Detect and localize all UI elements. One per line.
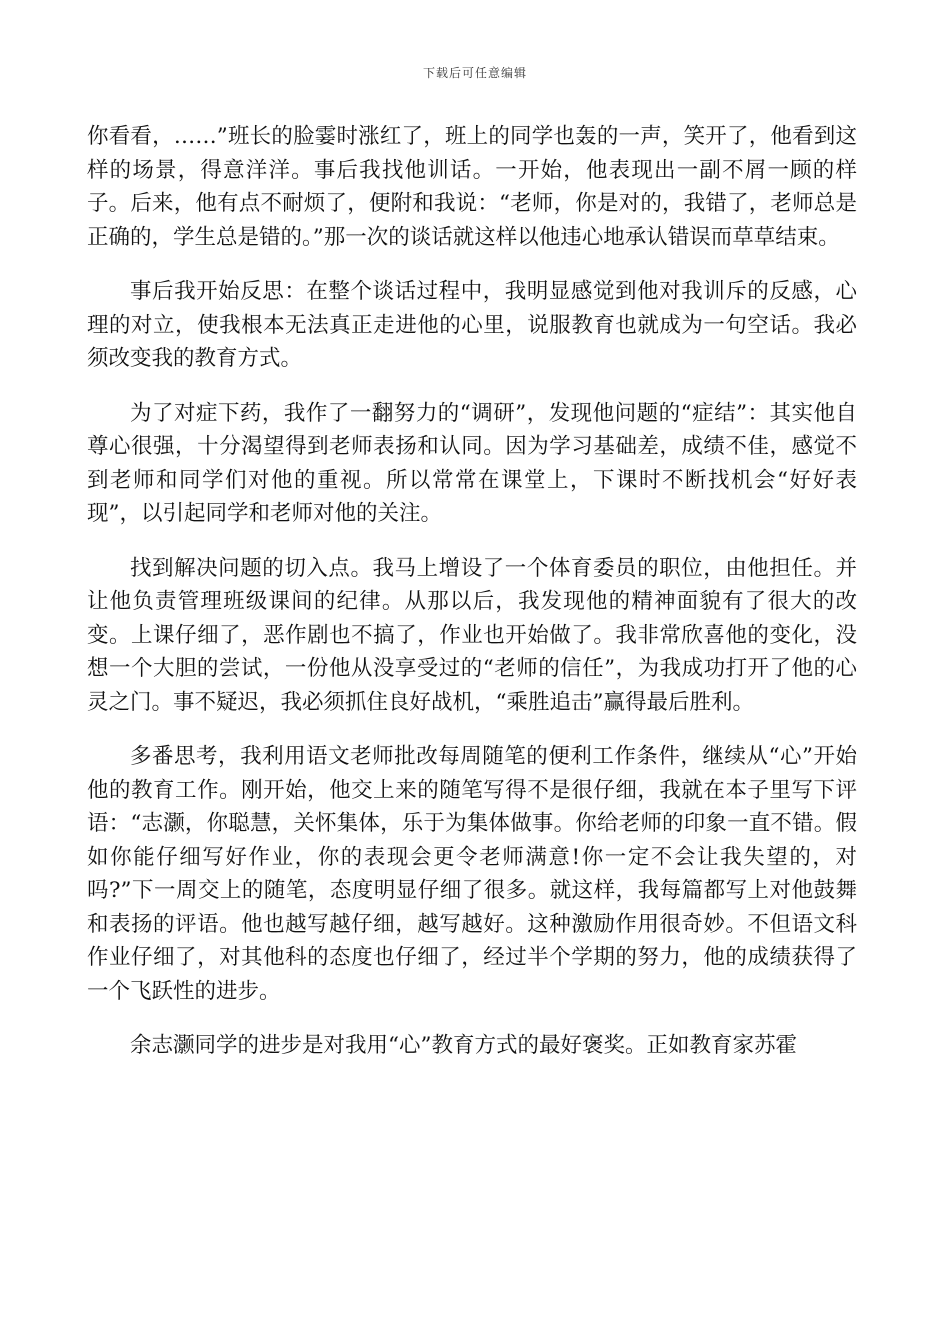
- document-body: [87, 120, 857, 1084]
- paragraph-6: 余志灏同学的进步是对我用“心”教育方式的最好褒奖。正如教育家苏霍: [130, 1033, 797, 1058]
- paragraph-3: 为了对症下药，我作了一翻努力的“调研”，发现他问题的“症结”：其实他自尊心很强，十分渴望得到老师表扬和认同。因为学习基础差，成绩不佳，感觉不到老师和同学们对他的重视。所以常常在课堂上，下课时不断找机会“好好表现”，以引起同学和老师对他的关注。: [87, 400, 857, 526]
- page-header: 下载后可任意编辑: [422, 66, 527, 80]
- paragraph-2: 事后我开始反思：在整个谈话过程中，我明显感觉到他对我训斥的反感，心理的对立，使我根本无法真正走进他的心里，说服教育也就成为一句空话。我必须改变我的教育方式。: [87, 279, 857, 371]
- paragraph-4: 找到解决问题的切入点。我马上增设了一个体育委员的职位，由他担任。并让他负责管理班级课间的纪律。从那以后，我发现他的精神面貌有了很大的改变。上课仔细了，恶作剧也不搞了，作业也开始做了。我非常欣喜他的变化，没想一个大胆的尝试，一份他从没享受过的“老师的信任”，为我成功打开了他的心灵之门。事不疑迟，我必须抓住良好战机，“乘胜追击”赢得最后胜利。: [87, 555, 857, 715]
- paragraph-1: 你看看，……”班长的脸霎时涨红了，班上的同学也轰的一声，笑开了，他看到这样的场景，得意洋洋。事后我找他训话。一开始，他表现出一副不屑一顾的样子。后来，他有点不耐烦了，便附和我说：“老师，你是对的，我错了，老师总是正确的，学生总是错的。”那一次的谈话就这样以他违心地承认错误而草草结束。: [87, 124, 857, 250]
- paragraph-5: 多番思考，我利用语文老师批改每周随笔的便利工作条件，继续从“心”开始他的教育工作。刚开始，他交上来的随笔写得不是很仔细，我就在本子里写下评语：“志灏，你聪慧，关怀集体，乐于为集体做事。你给老师的印象一直不错。假如你能仔细写好作业，你的表现会更令老师满意!你一定不会让我失望的，对吗?”下一周交上的随笔，态度明显仔细了很多。就这样，我每篇都写上对他鼓舞和表扬的评语。他也越写越仔细，越写越好。这种激励作用很奇妙。不但语文科作业仔细了，对其他科的态度也仔细了，经过半个学期的努力，他的成绩获得了一个飞跃性的进步。: [87, 744, 857, 1004]
